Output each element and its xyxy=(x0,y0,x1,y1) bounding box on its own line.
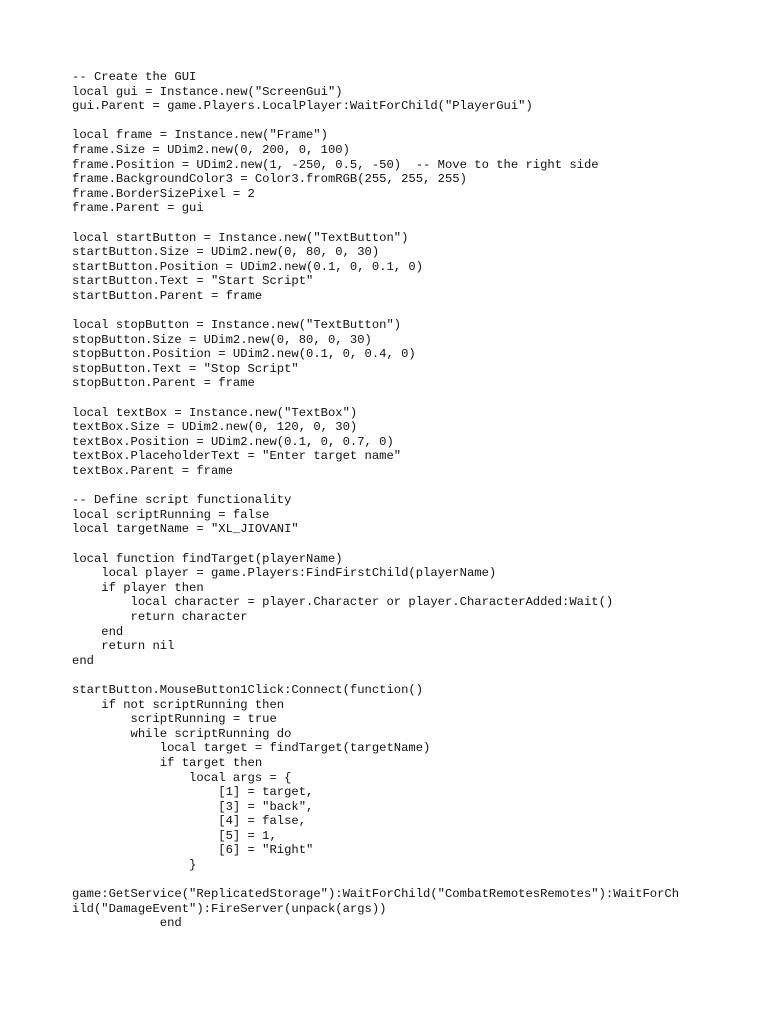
code-line: stopButton.Parent = frame xyxy=(72,376,255,391)
code-line: textBox.Size = UDim2.new(0, 120, 0, 30) xyxy=(72,420,358,435)
code-line: local startButton = Instance.new("TextButton") xyxy=(72,230,409,245)
code-line: return character xyxy=(72,609,248,624)
code-line: stopButton.Size = UDim2.new(0, 80, 0, 30) xyxy=(72,332,372,347)
code-line: local frame = Instance.new("Frame") xyxy=(72,128,328,143)
blank-line xyxy=(72,537,712,552)
code-line: frame.BorderSizePixel = 2 xyxy=(72,186,255,201)
code-line: startButton.Parent = frame xyxy=(72,288,263,303)
code-line: frame.Parent = gui xyxy=(72,201,204,216)
code-line: textBox.PlaceholderText = "Enter target name" xyxy=(72,449,402,464)
code-line: local character = player.Character or player.CharacterAdded:Wait() xyxy=(72,595,614,610)
code-line: startButton.Position = UDim2.new(0.1, 0, 0.1, 0) xyxy=(72,259,424,274)
code-line: scriptRunning = true xyxy=(72,712,277,727)
code-line: [5] = 1, xyxy=(72,828,277,843)
code-line: [3] = "back", xyxy=(72,799,314,814)
code-line: local target = findTarget(targetName) xyxy=(72,741,431,756)
blank-line xyxy=(72,114,712,129)
blank-line xyxy=(72,668,712,683)
code-line: startButton.Size = UDim2.new(0, 80, 0, 30) xyxy=(72,245,380,260)
code-line: -- Create the GUI xyxy=(72,70,197,84)
code-line: game:GetService("ReplicatedStorage"):WaitForChild("CombatRemotesRemotes"):WaitForCh xyxy=(72,887,680,902)
code-line: startButton.MouseButton1Click:Connect(function() xyxy=(72,682,424,697)
code-line: if player then xyxy=(72,580,204,595)
code-line: frame.Position = UDim2.new(1, -250, 0.5, -50) -- Move to the right side xyxy=(72,157,599,172)
code-line: } xyxy=(72,858,197,873)
code-line: while scriptRunning do xyxy=(72,726,292,741)
blank-line xyxy=(72,873,712,888)
code-line: if target then xyxy=(72,755,263,770)
code-line: [1] = target, xyxy=(72,785,314,800)
code-line: -- Define script functionality xyxy=(72,493,292,508)
code-line: local textBox = Instance.new("TextBox") xyxy=(72,405,358,420)
code-line: textBox.Position = UDim2.new(0.1, 0, 0.7, 0) xyxy=(72,434,394,449)
code-line: local function findTarget(playerName) xyxy=(72,551,343,566)
code-line: local scriptRunning = false xyxy=(72,507,270,522)
code-line: startButton.Text = "Start Script" xyxy=(72,274,314,289)
code-line: local targetName = "XL_JIOVANI" xyxy=(72,522,299,537)
code-line: [4] = false, xyxy=(72,814,307,829)
blank-line xyxy=(72,479,712,494)
code-line: [6] = "Right" xyxy=(72,843,314,858)
code-line: if not scriptRunning then xyxy=(72,697,285,712)
code-line: stopButton.Text = "Stop Script" xyxy=(72,361,299,376)
code-line: return nil xyxy=(72,639,175,654)
code-line: end xyxy=(72,624,124,639)
code-block xyxy=(72,70,712,931)
blank-line xyxy=(72,216,712,231)
blank-line xyxy=(72,391,712,406)
code-line: local args = { xyxy=(72,770,292,785)
code-line: frame.Size = UDim2.new(0, 200, 0, 100) xyxy=(72,142,350,157)
code-line: end xyxy=(72,653,94,668)
code-line: frame.BackgroundColor3 = Color3.fromRGB(255, 255, 255) xyxy=(72,172,467,187)
code-line: local stopButton = Instance.new("TextButton") xyxy=(72,318,402,333)
code-line: end xyxy=(72,916,182,931)
code-line: textBox.Parent = frame xyxy=(72,464,233,479)
code-line: local gui = Instance.new("ScreenGui") xyxy=(72,84,343,99)
code-line: local player = game.Players:FindFirstChild(playerName) xyxy=(72,566,497,581)
code-line: stopButton.Position = UDim2.new(0.1, 0, 0.4, 0) xyxy=(72,347,416,362)
code-line: ild("DamageEvent"):FireServer(unpack(args)) xyxy=(72,901,387,916)
blank-line xyxy=(72,304,712,319)
code-line: gui.Parent = game.Players.LocalPlayer:WaitForChild("PlayerGui") xyxy=(72,99,533,114)
